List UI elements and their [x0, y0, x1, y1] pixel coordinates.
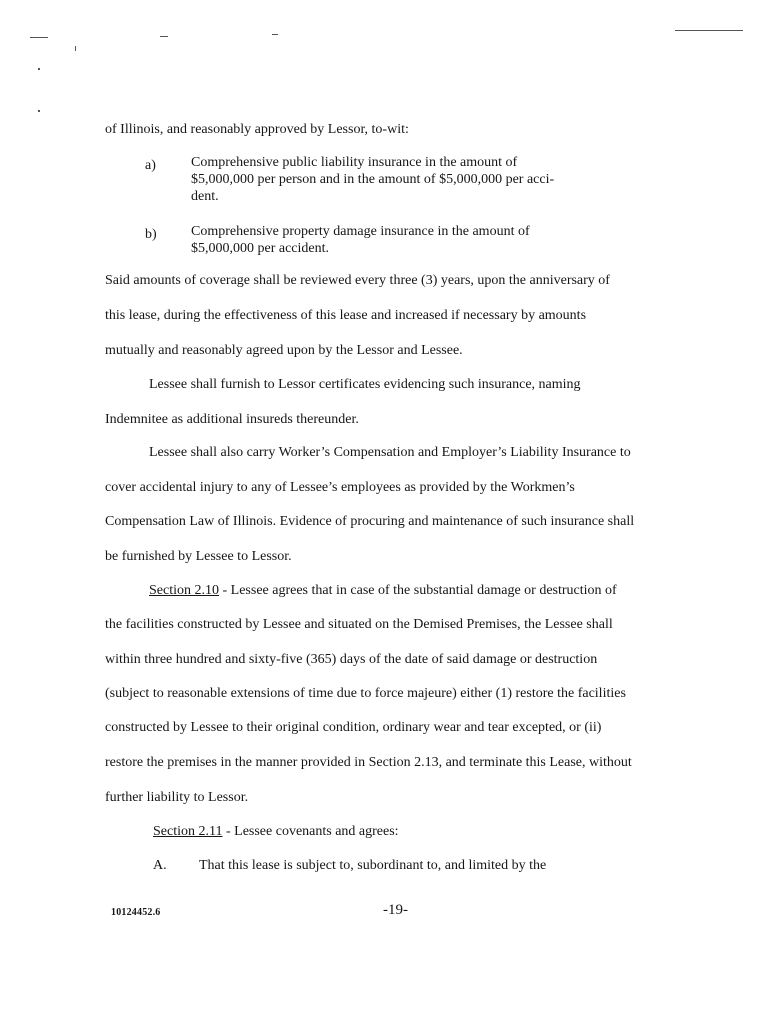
item-A-marker: A.	[153, 858, 167, 873]
item-a-line: $5,000,000 per person and in the amount of $5,000,000 per acci-	[191, 172, 555, 187]
para-certificates-line: Lessee shall furnish to Lessor certificates evidencing such insurance, naming	[149, 377, 581, 392]
para-workers-line: be furnished by Lessee to Lessor.	[105, 549, 292, 564]
section-2-10-line: (subject to reasonable extensions of time due to force majeure) either (1) restore the facilities	[105, 686, 626, 701]
para-workers-line: cover accidental injury to any of Lessee’s employees as provided by the Workmen’s	[105, 480, 575, 495]
item-b-line: Comprehensive property damage insurance in the amount of	[191, 224, 530, 239]
para-review-line: Said amounts of coverage shall be reviewed every three (3) years, upon the anniversary of	[105, 273, 610, 288]
item-A-text: That this lease is subject to, subordinant to, and limited by the	[199, 858, 547, 873]
section-2-10-heading: Section 2.10	[149, 583, 219, 598]
para-workers-line: Compensation Law of Illinois. Evidence of procuring and maintenance of such insurance shall	[105, 514, 635, 529]
para-workers-line: Lessee shall also carry Worker’s Compensation and Employer’s Liability Insurance to	[149, 445, 631, 460]
section-2-11-text: - Lessee covenants and agrees:	[222, 824, 399, 839]
intro-line: of Illinois, and reasonably approved by Lessor, to-wit:	[105, 122, 409, 137]
scan-speck	[30, 37, 48, 38]
item-a-line: dent.	[191, 189, 219, 204]
section-2-10-line: within three hundred and sixty-five (365) days of the date of said damage or destruction	[105, 652, 598, 667]
section-2-10-text: - Lessee agrees that in case of the substantial damage or destruction of	[219, 583, 617, 598]
para-review-line: this lease, during the effectiveness of this lease and increased if necessary by amounts	[105, 308, 587, 323]
item-b-marker: b)	[145, 227, 157, 242]
scan-speck	[38, 68, 40, 70]
item-a-line: Comprehensive public liability insurance in the amount of	[191, 155, 518, 170]
section-2-11-line	[153, 824, 399, 840]
item-a-marker: a)	[145, 158, 156, 173]
para-review-line: mutually and reasonably agreed upon by the Lessor and Lessee.	[105, 343, 463, 358]
section-2-10-first-line	[149, 583, 617, 599]
page-number: -19-	[383, 902, 408, 918]
section-2-11-heading: Section 2.11	[153, 824, 223, 839]
scan-speck	[675, 30, 743, 31]
scan-speck	[75, 46, 76, 51]
section-2-10-line: the facilities constructed by Lessee and situated on the Demised Premises, the Lessee shall	[105, 617, 613, 632]
scan-speck	[272, 34, 278, 35]
section-2-10-line: restore the premises in the manner provided in Section 2.13, and terminate this Lease, without	[105, 755, 632, 770]
footer-doc-id: 10124452.6	[111, 907, 161, 918]
section-2-10-line: further liability to Lessor.	[105, 790, 249, 805]
item-b-line: $5,000,000 per accident.	[191, 241, 330, 256]
section-2-10-line: constructed by Lessee to their original condition, ordinary wear and tear excepted, or (ii)	[105, 720, 602, 735]
scan-speck	[160, 36, 168, 37]
scan-speck	[38, 110, 40, 112]
para-certificates-line: Indemnitee as additional insureds thereunder.	[105, 412, 359, 427]
